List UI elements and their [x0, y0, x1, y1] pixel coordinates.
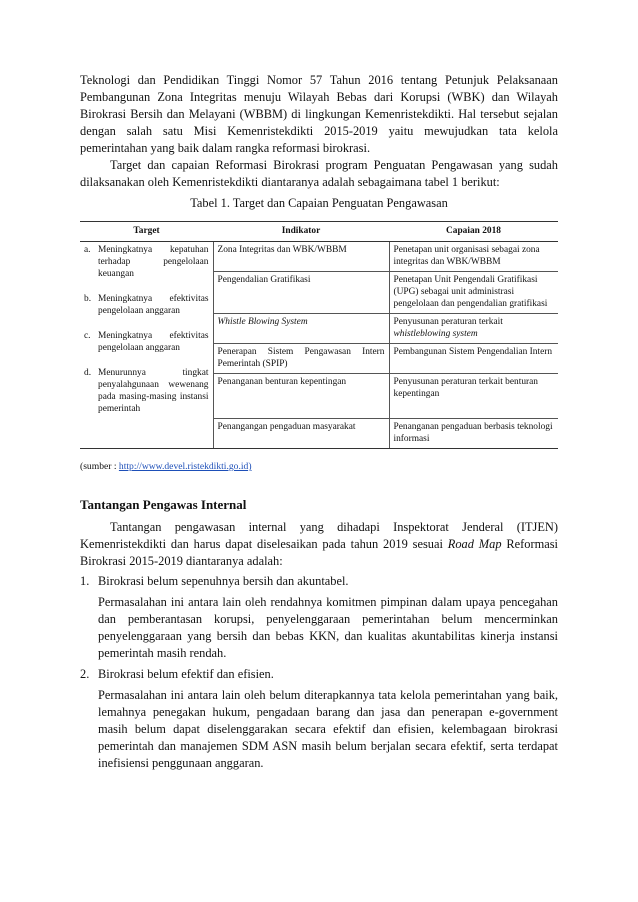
- indikator-cell: [213, 314, 389, 344]
- target-cell: [80, 242, 213, 449]
- section-intro: [80, 519, 558, 570]
- capaian-cell: Pembangunan Sistem Pengendalian Intern: [389, 344, 558, 374]
- intro-paragraph-2: Target dan capaian Reformasi Birokrasi program Penguatan Pengawasan yang sudah dilaksanakan oleh Kemenristekdikti diantaranya adalah sebagaimana tabel 1 berikut:: [80, 158, 558, 189]
- list-item-number: 1.: [80, 574, 90, 588]
- target-item: [84, 293, 209, 317]
- list-item: [80, 666, 558, 772]
- indikator-cell: Pengendalian Gratifikasi: [213, 272, 389, 314]
- source-link[interactable]: http://www.devel.ristekdikti.go.id): [118, 461, 252, 472]
- capaian-italic: whistleblowing system: [393, 329, 478, 339]
- target-marker: b.: [84, 294, 92, 304]
- section-heading: Tantangan Pengawas Internal: [80, 497, 247, 512]
- target-item: [84, 244, 209, 280]
- target-marker: d.: [84, 368, 92, 378]
- target-text: Meningkatnya efektivitas pengelolaan anggaran: [98, 294, 209, 316]
- target-item: [84, 367, 209, 415]
- indikator-cell: Penangangan pengaduan masyarakat: [213, 419, 389, 449]
- target-text: Menurunnya tingkat penyalahgunaan wewenang pada masing-masing instansi pemerintah: [98, 368, 209, 414]
- capaian-cell: [389, 314, 558, 344]
- section-intro-after: Reformasi Birokrasi 2015-2019 diantaranya adalah:: [80, 537, 558, 568]
- section-intro-before: Tantangan pengawasan internal yang dihadapi Inspektorat Jenderal (ITJEN) Kemenristekdikti dan harus dapat diselesaikan pada tahun 2019 sesuai: [80, 520, 558, 551]
- capaian-cell: Penetapan Unit Pengendali Gratifikasi (UPG) sebagai unit administrasi pengelolaan dan pengendalian gratifikasi: [389, 272, 558, 314]
- challenge-list: [80, 573, 558, 772]
- target-table: [80, 221, 558, 449]
- list-item-head: [80, 573, 558, 590]
- table-header-row: [80, 222, 558, 242]
- table-row: [80, 242, 558, 272]
- capaian-prefix: Penyusunan peraturan terkait: [393, 317, 503, 327]
- indikator-cell: Penanganan benturan kepentingan: [213, 374, 389, 419]
- target-text: Meningkatnya kepatuhan terhadap pengelolaan keuangan: [98, 245, 209, 279]
- indikator-cell: Penerapan Sistem Pengawasan Intern Pemerintah (SPIP): [213, 344, 389, 374]
- target-text: Meningkatnya efektivitas pengelolaan anggaran: [98, 331, 209, 353]
- source-prefix: (sumber :: [80, 461, 119, 472]
- target-marker: a.: [84, 245, 91, 255]
- section-intro-italic: Road Map: [447, 537, 502, 551]
- capaian-cell: Penetapan unit organisasi sebagai zona integritas dan WBK/WBBM: [389, 242, 558, 272]
- intro-paragraph-1: Teknologi dan Pendidikan Tinggi Nomor 57 Tahun 2016 tentang Petunjuk Pelaksanaan Pembangunan Zona Integritas menuju Wilayah Bebas dari Korupsi (WBK) dan Wilayah Birokrasi Bersih dan Melayani (WBBM) di lingkungan Kemenristekdikti. Hal tersebut sejalan dengan salah satu Misi Kemenristekdikti 2015-2019 yaitu mewujudkan tata kelola pemerintahan yang baik dalam rangka reformasi birokrasi.: [80, 73, 558, 155]
- list-item-head: [80, 666, 558, 683]
- header-indikator: Indikator: [213, 222, 389, 242]
- list-item-number: 2.: [80, 667, 90, 681]
- list-item: [80, 573, 558, 662]
- table-caption: Tabel 1. Target dan Capaian Penguatan Pengawasan: [190, 196, 448, 210]
- list-item-body: Permasalahan ini antara lain oleh rendahnya komitmen pimpinan dalam upaya pencegahan dan pemberantasan korupsi, penyelenggaraan pemerintahan belum mencerminkan penyelenggaraan yang bersih dan bebas KKN, dan kualitas akuntabilitas kinerja instansi pemerintah masih rendah.: [98, 595, 558, 660]
- list-item-title: Birokrasi belum sepenuhnya bersih dan akuntabel.: [98, 574, 349, 588]
- indikator-italic: Whistle Blowing System: [217, 317, 308, 327]
- indikator-cell: Zona Integritas dan WBK/WBBM: [213, 242, 389, 272]
- capaian-cell: Penyusunan peraturan terkait benturan kepentingan: [389, 374, 558, 419]
- target-item: [84, 330, 209, 354]
- header-capaian: Capaian 2018: [389, 222, 558, 242]
- capaian-cell: Penanganan pengaduan berbasis teknologi informasi: [389, 419, 558, 449]
- header-target: Target: [80, 222, 213, 242]
- document-page: [80, 72, 558, 776]
- list-item-title: Birokrasi belum efektif dan efisien.: [98, 667, 274, 681]
- target-marker: c.: [84, 331, 91, 341]
- source-note: [80, 461, 558, 472]
- list-item-body: Permasalahan ini antara lain oleh belum diterapkannya tata kelola pemerintahan yang baik, lemahnya penegakan hukum, pengadaan barang dan jasa dan penerapan e-government masih belum dapat diselenggarakan secara efektif dan efisien, kelembagaan birokrasi pemerintah dan manajemen SDM ASN masih belum berjalan secara efektif, serta terdapat inefisiensi penggunaan anggaran.: [98, 688, 558, 770]
